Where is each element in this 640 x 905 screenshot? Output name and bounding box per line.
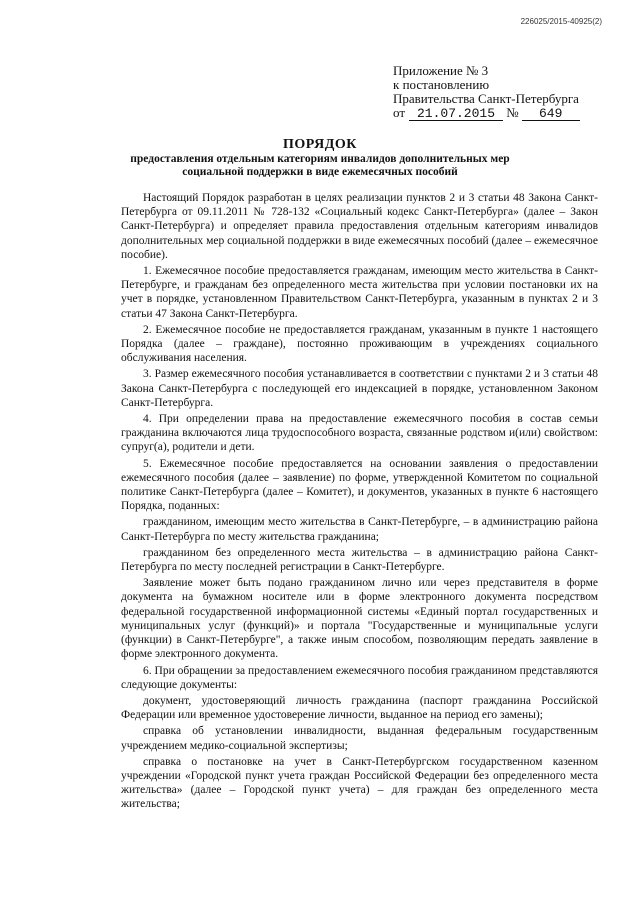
document-body <box>121 191 598 812</box>
appendix-government: Правительства Санкт-Петербурга <box>393 91 579 106</box>
document-subtitle: предоставления отдельным категориям инвалидов дополнительных мер социальной поддержки в виде ежемесячных пособий <box>130 153 510 178</box>
number-prefix: № <box>506 105 519 120</box>
paragraph-4: 4. При определении права на предоставление ежемесячного пособия в состав семьи гражданина включаются лица трудоспособного возраста, связанные родством и(или) свойством: супруг(а), родители и дети. <box>121 413 598 454</box>
paragraph-1: 1. Ежемесячное пособие предоставляется гражданам, имеющим место жительства в Санкт-Петербурге, и гражданам без определенного места жительства при условии постановки их на учет в порядке, установленном Правительством Санкт-Петербурга, указанным в пунктах 2 и 3 статьи 47 Закона Санкт-Петербурга. <box>121 265 598 320</box>
document-title: ПОРЯДОК <box>283 137 357 152</box>
appendix-number: Приложение № 3 <box>393 63 489 78</box>
paragraph-5: 5. Ежемесячное пособие предоставляется на основании заявления о предоставлении ежемесячного пособия (далее – заявление) по форме, утвержденной Комитетом по социальной политике Санкт-Петербурга (далее – Комитет), и документов, указанных в пункте 6 настоящего Порядка, поданных: <box>121 457 598 513</box>
document-id: 226025/2015-40925(2) <box>520 17 602 26</box>
resolution-date: 21.07.2015 <box>409 108 503 121</box>
paragraph-3: 3. Размер ежемесячного пособия устанавливается в соответствии с пунктами 2 и 3 статьи 48 Закона Санкт-Петербурга с последующей его индексацией в порядке, установленном Законом Санкт-Петербурга. <box>121 368 598 409</box>
paragraph-6-item-1: документ, удостоверяющий личность гражданина (паспорт гражданина Российской Федерации или временное удостоверение личности, выданное на период его замены); <box>121 694 598 722</box>
paragraph-2: 2. Ежемесячное пособие не предоставляется гражданам, указанным в пункте 1 настоящего Порядка (далее – граждане), постоянно проживающим в учреждениях социального обслуживания населения. <box>121 323 598 365</box>
resolution-number: 649 <box>522 108 580 121</box>
date-prefix: от <box>393 105 406 120</box>
paragraph-6-item-3: справка о постановке на учет в Санкт-Петербургском государственном казенном учреждении «Городской пункт учета граждан Российской Федерации без определенного места жительства» (далее – Городской пункт учета) – для граждан без определенного места жительства; <box>121 755 598 811</box>
appendix-block <box>393 64 580 121</box>
paragraph-intro: Настоящий Порядок разработан в целях реализации пунктов 2 и 3 статьи 48 Закона Санкт-Петербурга от 09.11.2011 № 728-132 «Социальный кодекс Санкт-Петербурга» (далее – Закон Санкт-Петербурга) и определяет правила предоставления отдельным категориям инвалидов дополнительных мер социальной поддержки в виде ежемесячных пособий (далее – ежемесячное пособие). <box>121 192 598 261</box>
paragraph-5-item-1: гражданином, имеющим место жительства в Санкт-Петербурге, – в администрацию района Санкт-Петербурга по месту жительства гражданина; <box>121 516 598 543</box>
appendix-resolution: к постановлению <box>393 77 490 92</box>
paragraph-5-item-2: гражданином без определенного места жительства – в администрацию района Санкт-Петербурга по месту последней регистрации в Санкт-Петербурге. <box>121 546 598 574</box>
paragraph-application-methods: Заявление может быть подано гражданином лично или через представителя в форме документа на бумажном носителе или в форме электронного документа посредством федеральной государственной информационной системы «Единый портал государственных и муниципальных услуг (функций)» и портала "Государственные и муниципальные услуги (функции) в Санкт-Петербурге", а также иным способом, позволяющим передать заявление в форме электронного документа. <box>121 577 598 661</box>
paragraph-6-item-2: справка об установлении инвалидности, выданная федеральным государственным учреждением медико-социальной экспертизы; <box>121 725 598 752</box>
appendix-date-line <box>393 106 580 121</box>
paragraph-6: 6. При обращении за предоставлением ежемесячного пособия гражданином представляются следующие документы: <box>121 664 598 691</box>
